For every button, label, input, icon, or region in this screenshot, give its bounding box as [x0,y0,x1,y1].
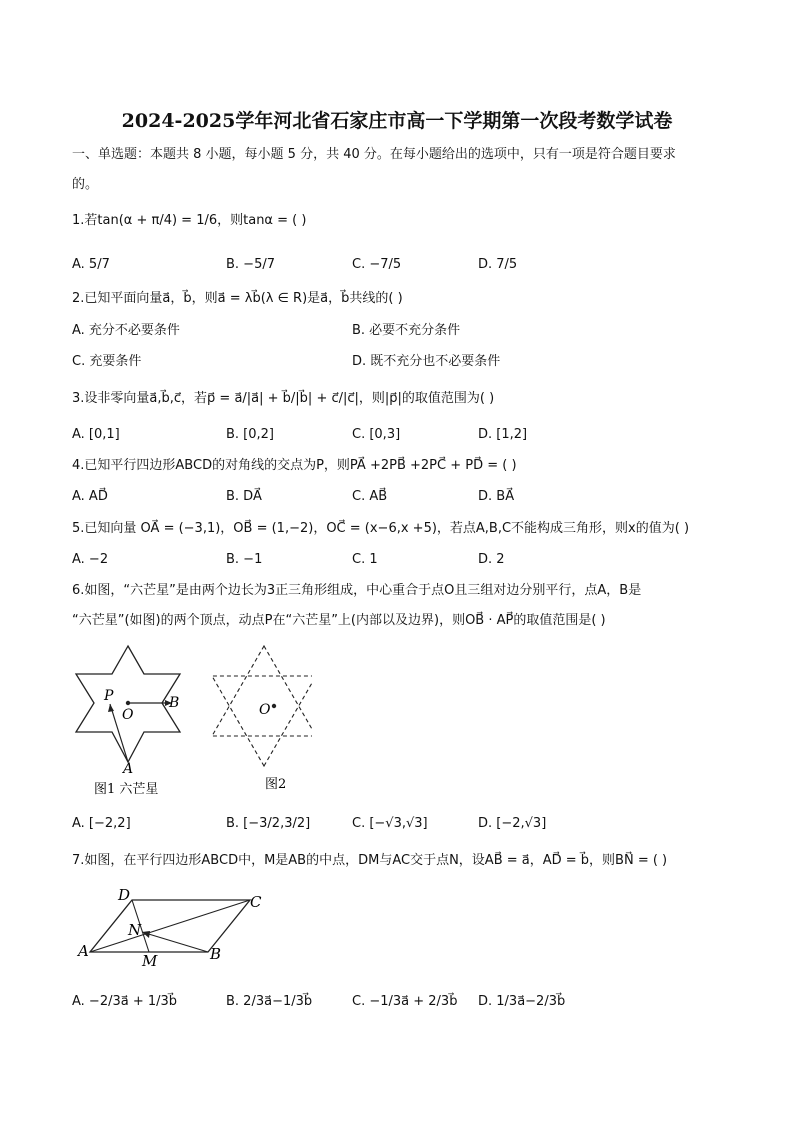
q6-option-c: C. [−√3,√3] [352,816,428,831]
q7-label-b: B [210,945,222,963]
q7-option-c: C. −1/3a⃗ + 2/3b⃗ [352,994,458,1009]
q4-option-a: A. AD⃗ [72,489,108,504]
section-heading-line2: 的。 [72,177,99,192]
fig1-label-b: B [169,695,180,711]
q1-option-a: A. 5/7 [72,257,110,272]
q5-option-c: C. 1 [352,552,378,567]
q3-option-a: A. [0,1] [72,427,120,442]
q7-label-a: A [78,942,89,960]
fig1-label-a: A [123,761,134,777]
q3-stem: 3.设非零向量a⃗,b⃗,c⃗，若p⃗ = a⃗/|a⃗| + b⃗/|b⃗| + c⃗/|c⃗|，则|p⃗|的取值范围为( ) [72,391,495,406]
q4-option-b: B. DA⃗ [226,489,262,504]
q7-label-n: N [128,921,142,939]
q5-option-b: B. −1 [226,552,263,567]
q1-option-b: B. −5/7 [226,257,275,272]
fig1-caption: 图1 六芒星 [94,782,159,797]
q1-option-d: D. 7/5 [478,257,518,272]
q5-option-d: D. 2 [478,552,505,567]
q7-option-d: D. 1/3a⃗−2/3b⃗ [478,994,566,1009]
q1-option-c: C. −7/5 [352,257,402,272]
q6-stem-line1: 6.如图，“六芒星”是由两个边长为3正三角形组成，中心重合于点O且三组对边分别平行，点A，B是 [72,583,642,598]
q6-option-d: D. [−2,√3] [478,816,547,831]
section-heading-line1: 一、单选题：本题共 8 小题，每小题 5 分，共 40 分。在每小题给出的选项中，只有一项是符合题目要求 [72,147,676,162]
q2-stem: 2.已知平面向量a⃗，b⃗，则a⃗ = λb⃗(λ ∈ R)是a⃗，b⃗共线的( ) [72,291,403,306]
page-title: 2024-2025学年河北省石家庄市高一下学期第一次段考数学试卷 [121,110,673,132]
q6-option-b: B. [−3/2,3/2] [226,816,311,831]
q6-option-a: A. [−2,2] [72,816,131,831]
fig2-label-o: O [259,702,271,718]
dashed-triangles-figure [212,646,312,792]
q3-option-b: B. [0,2] [226,427,275,442]
q2-option-a: A. 充分不必要条件 [72,323,180,338]
fig1-label-p: P [104,688,114,704]
q4-option-d: D. BA⃗ [478,489,515,504]
q1-stem: 1.若tan(α + π/4) = 1/6，则tanα = ( ) [72,213,307,228]
q6-stem-line2: “六芒星”(如图)的两个顶点，动点P在“六芒星”上(内部以及边界)，则OB⃗ · AP⃗的取值范围是( ) [72,613,606,628]
q3-option-d: D. [1,2] [478,427,528,442]
fig1-label-o: O [122,707,134,723]
q2-option-c: C. 充要条件 [72,354,142,369]
fig2-caption: 图2 [265,777,287,792]
q7-label-c: C [250,893,262,911]
q2-option-b: B. 必要不充分条件 [352,323,461,338]
q5-stem: 5.已知向量 OA⃗ = (−3,1)，OB⃗ = (1,−2)，OC⃗ = (x−6,x +5)，若点A,B,C不能构成三角形，则x的值为( ) [72,521,690,536]
q3-option-c: C. [0,3] [352,427,401,442]
q6-figures [62,640,312,800]
q7-option-b: B. 2/3a⃗−1/3b⃗ [226,994,313,1009]
q4-stem: 4.已知平行四边形ABCD的对角线的交点为P，则PA⃗ +2PB⃗ +2PC⃗ + PD⃗ = ( ) [72,458,517,473]
q7-label-m: M [142,952,158,970]
q7-option-a: A. −2/3a⃗ + 1/3b⃗ [72,994,178,1009]
q2-option-d: D. 既不充分也不必要条件 [352,354,501,369]
q7-stem: 7.如图，在平行四边形ABCD中，M是AB的中点，DM与AC交于点N，设AB⃗ = a⃗，AD⃗ = b⃗，则BN⃗ = ( ) [72,853,668,868]
parallelogram-figure [72,880,272,970]
hexagram-figure [76,646,180,797]
q7-label-d: D [118,886,131,904]
q5-option-a: A. −2 [72,552,109,567]
q4-option-c: C. AB⃗ [352,489,388,504]
